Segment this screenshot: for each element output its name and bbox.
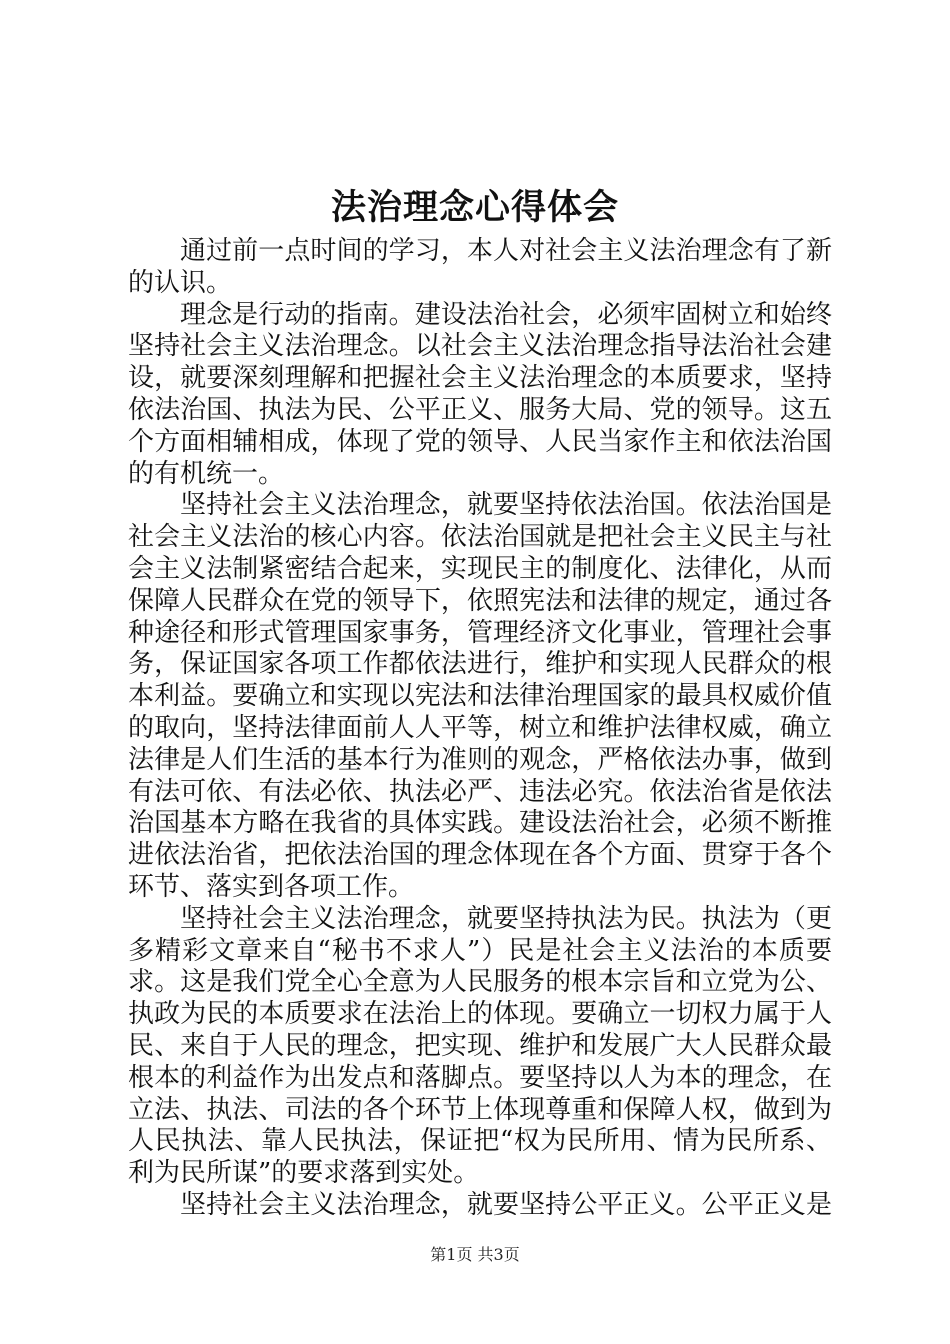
page-footer: 第1页 共3页 — [430, 1245, 520, 1264]
text-line: 法律是人们生活的基本行为准则的观念，严格依法办事，做到 — [128, 744, 832, 775]
text-line: 环节、落实到各项工作。 — [128, 871, 415, 902]
text-line: 个方面相辅相成，体现了党的领导、人民当家作主和依法治国 — [128, 426, 832, 457]
text-line: 依法治国、执法为民、公平正义、服务大局、党的领导。这五 — [128, 394, 832, 425]
text-line: 的有机统一。 — [128, 458, 285, 489]
text-line: 的取向，坚持法律面前人人平等，树立和维护法律权威，确立 — [128, 712, 832, 743]
text-line: 执政为民的本质要求在法治上的体现。要确立一切权力属于人 — [128, 999, 832, 1030]
text-line: 根本的利益作为出发点和落脚点。要坚持以人为本的理念，在 — [128, 1062, 832, 1093]
document-title: 法治理念心得体会 — [330, 188, 619, 228]
text-line: 的认识。 — [128, 267, 233, 298]
text-line: 立法、执法、司法的各个环节上体现尊重和保障人权，做到为 — [128, 1094, 832, 1125]
text-line: 治国基本方略在我省的具体实践。建设法治社会，必须不断推 — [128, 808, 832, 839]
text-line: 本利益。要确立和实现以宪法和法律治理国家的最具权威价值 — [128, 681, 832, 712]
text-line: 求。这是我们党全心全意为人民服务的根本宗旨和立党为公、 — [128, 967, 832, 998]
text-line: 坚持社会主义法治理念，就要坚持执法为民。执法为（更 — [180, 903, 832, 934]
text-line: 会主义法制紧密结合起来，实现民主的制度化、法律化，从而 — [128, 553, 832, 584]
text-line: 通过前一点时间的学习，本人对社会主义法治理念有了新 — [180, 236, 832, 266]
text-line: 设，就要深刻理解和把握社会主义法治理念的本质要求，坚持 — [128, 363, 832, 394]
text-line: 民、来自于人民的理念，把实现、维护和发展广大人民群众最 — [128, 1030, 832, 1061]
text-line: 务，保证国家各项工作都依法进行，维护和实现人民群众的根 — [128, 649, 832, 680]
text-line: 坚持社会主义法治理念。以社会主义法治理念指导法治社会建 — [128, 331, 832, 362]
text-line: 保障人民群众在党的领导下，依照宪法和法律的规定，通过各 — [128, 585, 832, 616]
text-line: 社会主义法治的核心内容。依法治国就是把社会主义民主与社 — [128, 522, 832, 553]
text-line: 多精彩文章来自“秘书不求人”）民是社会主义法治的本质要 — [128, 935, 832, 966]
text-line: 种途径和形式管理国家事务，管理经济文化事业，管理社会事 — [128, 617, 832, 648]
text-line: 利为民所谋”的要求落到实处。 — [128, 1158, 480, 1189]
text-line: 理念是行动的指南。建设法治社会，必须牢固树立和始终 — [180, 299, 832, 330]
text-line: 进依法治省，把依法治国的理念体现在各个方面、贯穿于各个 — [128, 840, 832, 871]
text-line: 有法可依、有法必依、执法必严、违法必究。依法治省是依法 — [128, 776, 832, 807]
document-body — [128, 236, 832, 1222]
text-line: 人民执法、靠人民执法，保证把“权为民所用、情为民所系、 — [128, 1126, 832, 1157]
text-line: 坚持社会主义法治理念，就要坚持公平正义。公平正义是 — [180, 1189, 832, 1220]
text-line: 坚持社会主义法治理念，就要坚持依法治国。依法治国是 — [180, 490, 832, 521]
